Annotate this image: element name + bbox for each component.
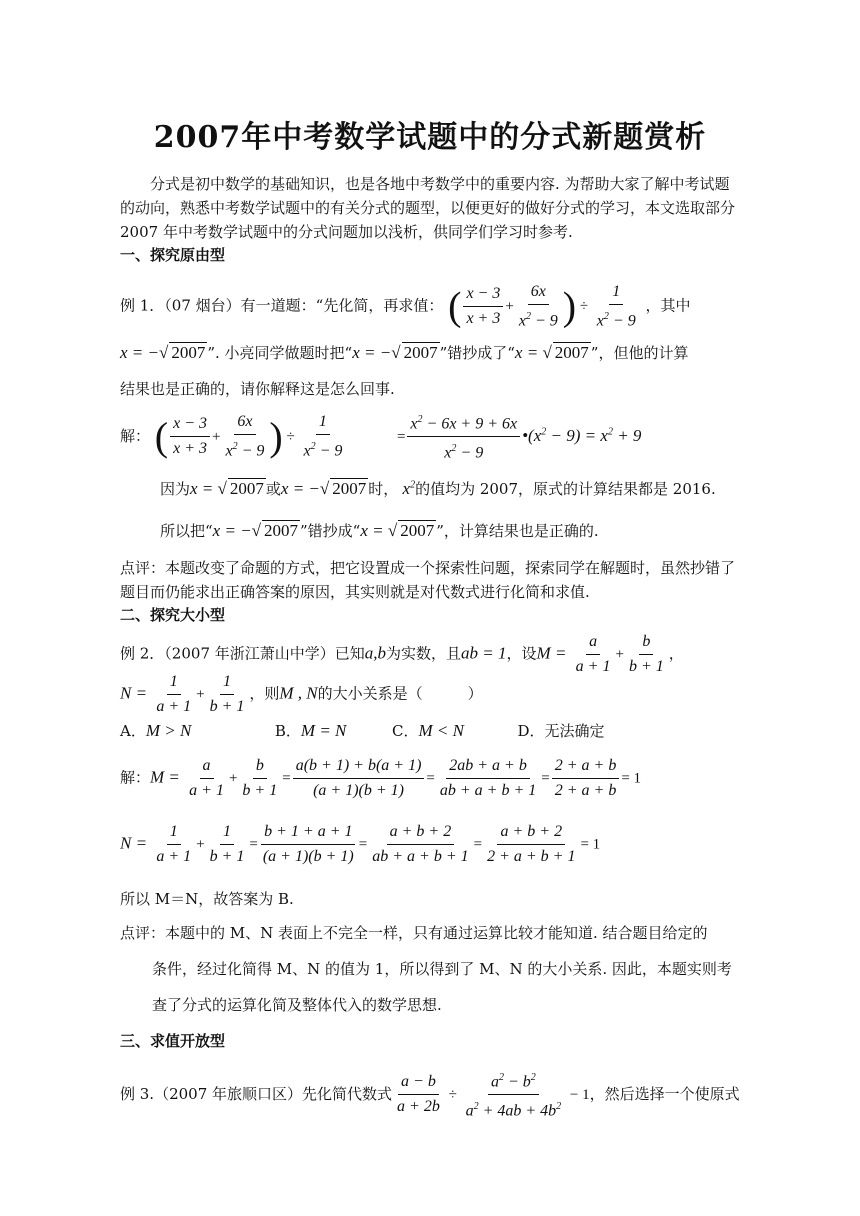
so-text: 所以把“ [160, 522, 213, 540]
option-b: B．M = N [274, 721, 347, 740]
example-2-text: ，设 [506, 644, 537, 663]
conclusion-2: 所以 M＝N，故答案为 B. [120, 890, 294, 908]
so-line: 所以把“x = −√ 2007 ”错抄成“x = √ 2007 ”，计算结果也是正确的. [160, 521, 599, 540]
page-title: 2007年中考数学试题中的分式新题赏析 [153, 120, 707, 155]
section-heading-3: 三、求值开放型 [120, 1032, 226, 1050]
option-a: A．M > N [120, 721, 192, 740]
solution-2-m: 解：M = $\frac{a}{a + 1}$ + $\frac{b}{b + 1}$ = $\frac{a(b + 1) + b(a + 1)}{(a + 1)(b + 1)}$ = $\frac{2ab + a + b}{ab + a + b + 1}$ = $\frac{2 + a + b}{2 + a + b}$ = 1 [120, 757, 642, 799]
example-3-text: ，然后选择一个使原式 [589, 1084, 740, 1103]
example-1-text: ”. 小亮同学做题时把“ [207, 344, 353, 362]
so-text: ”，计算结果也是正确的. [436, 522, 599, 540]
comment-1: 点评：本题改变了命题的方式，把它设置成一个探索性问题，探索同学在解题时，虽然抄错了题目而仍能求出正确答案的原因，其实则就是对代数式进行化简和求值. [120, 559, 736, 601]
option-c: C．M < N [391, 721, 464, 740]
because-text: 时， [368, 480, 399, 498]
comment-2-line-3: 查了分式的运算化简及整体代入的数学思想. [152, 996, 442, 1014]
because-text: 或 [265, 480, 281, 498]
example-1-text: 例 1．（07 烟台）有一道题：“先化简，再求值： [120, 296, 444, 315]
comment-2-line-1: 点评：本题中的 M、N 表面上不完全一样，只有通过运算比较才能知道. 结合题目给定的 [120, 924, 708, 942]
example-1-line-2: x = −√ 2007 ”. 小亮同学做题时把“x = −√ 2007 ”错抄成了“x = √ 2007 ”，但他的计算 [120, 343, 689, 362]
example-1-line-3: 结果也是正确的，请你解释这是怎么回事. [120, 380, 395, 398]
solution-2-n: N = $\frac{1}{a + 1}$ + $\frac{1}{b + 1}$ = $\frac{b + 1 + a + 1}{(a + 1)(b + 1)}$ = $\frac{a + b + 2}{ab + a + b + 1}$ = $\frac{a + b + 2}{2 + a + b + 1}$ = 1 [120, 823, 601, 865]
options-row [120, 720, 605, 741]
example-1-text: ，其中 [645, 296, 691, 315]
example-2-text: 的大小关系是（ ） [317, 684, 483, 703]
example-3-line-1: 例 3.（2007 年旅顺口区）先化简代数式 $\frac{a - b}{a + 2b}$ ÷ $\frac{a^2 - b^2}{a^2 + 4ab + 4b^2}$ − 1，然后选择一个使原式 [120, 1068, 740, 1122]
comment-2-line-2: 条件，经过化简得 M、N 的值为 1，所以得到了 M、N 的大小关系. 因此，本题实则考 [152, 960, 732, 978]
intro-paragraph: 分式是初中数学的基础知识，也是各地中考数学中的重要内容. 为帮助大家了解中考试题的动向，熟悉中考数学试题中的有关分式的题型，以便更好的做好分式的学习，本文选取部分 2007 年中考数学试题中的分式问题加以浅析，供同学们学习时参考. [120, 175, 736, 241]
option-d: D．无法确定 [517, 722, 605, 740]
example-2-text: 为实数，且 [386, 644, 462, 663]
example-1-text: ”错抄成了“ [439, 344, 515, 362]
example-1-line-1: 例 1．（07 烟台）有一道题：“先化简，再求值： ( $\frac{x - 3}{x + 3}$ + $\frac{6x}{x^2 - 9}$ ) ÷ $\frac{1}{x^2 - 9}$ ，其中 [120, 283, 691, 330]
example-1-text: ”，但他的计算 [590, 344, 689, 362]
because-text: 因为 [160, 480, 191, 498]
section-heading-1: 一、探究原由型 [120, 246, 226, 264]
solution-label: 解： [120, 768, 151, 787]
example-2-line-1: 例 2．（2007 年浙江萧山中学）已知a,b为实数，且ab = 1，设M = $\frac{a}{a + 1}$ + $\frac{b}{b + 1}$ ， [120, 633, 684, 675]
because-text: 的值均为 2007，原式的计算结果都是 2016. [415, 480, 716, 498]
example-2-text: 例 2．（2007 年浙江萧山中学）已知 [120, 644, 365, 663]
example-2-line-2: N = $\frac{1}{a + 1}$ + $\frac{1}{b + 1}$ ，则M , N的大小关系是（ ） [120, 673, 483, 715]
solution-label: 解： [120, 426, 151, 445]
so-text: ”错抄成“ [300, 522, 361, 540]
because-line: 因为x = √ 2007 或x = −√ 2007 时， $x^2$的值均为 2007，原式的计算结果都是 2016. [160, 479, 716, 498]
example-2-text: ，则 [249, 684, 280, 703]
section-heading-2: 二、探究大小型 [120, 606, 226, 624]
example-3-text: 例 3.（2007 年旅顺口区）先化简代数式 [120, 1084, 393, 1103]
solution-1: 解： ( $\frac{x - 3}{x + 3}$ + $\frac{6x}{x^2 - 9}$ ) ÷ $\frac{1}{x^2 - 9}$ = $\frac{x^2 - 6x + 9 + 6x}{x^2 - 9}$ $•(x^2 - 9) = x^2 + 9$ [120, 410, 641, 464]
